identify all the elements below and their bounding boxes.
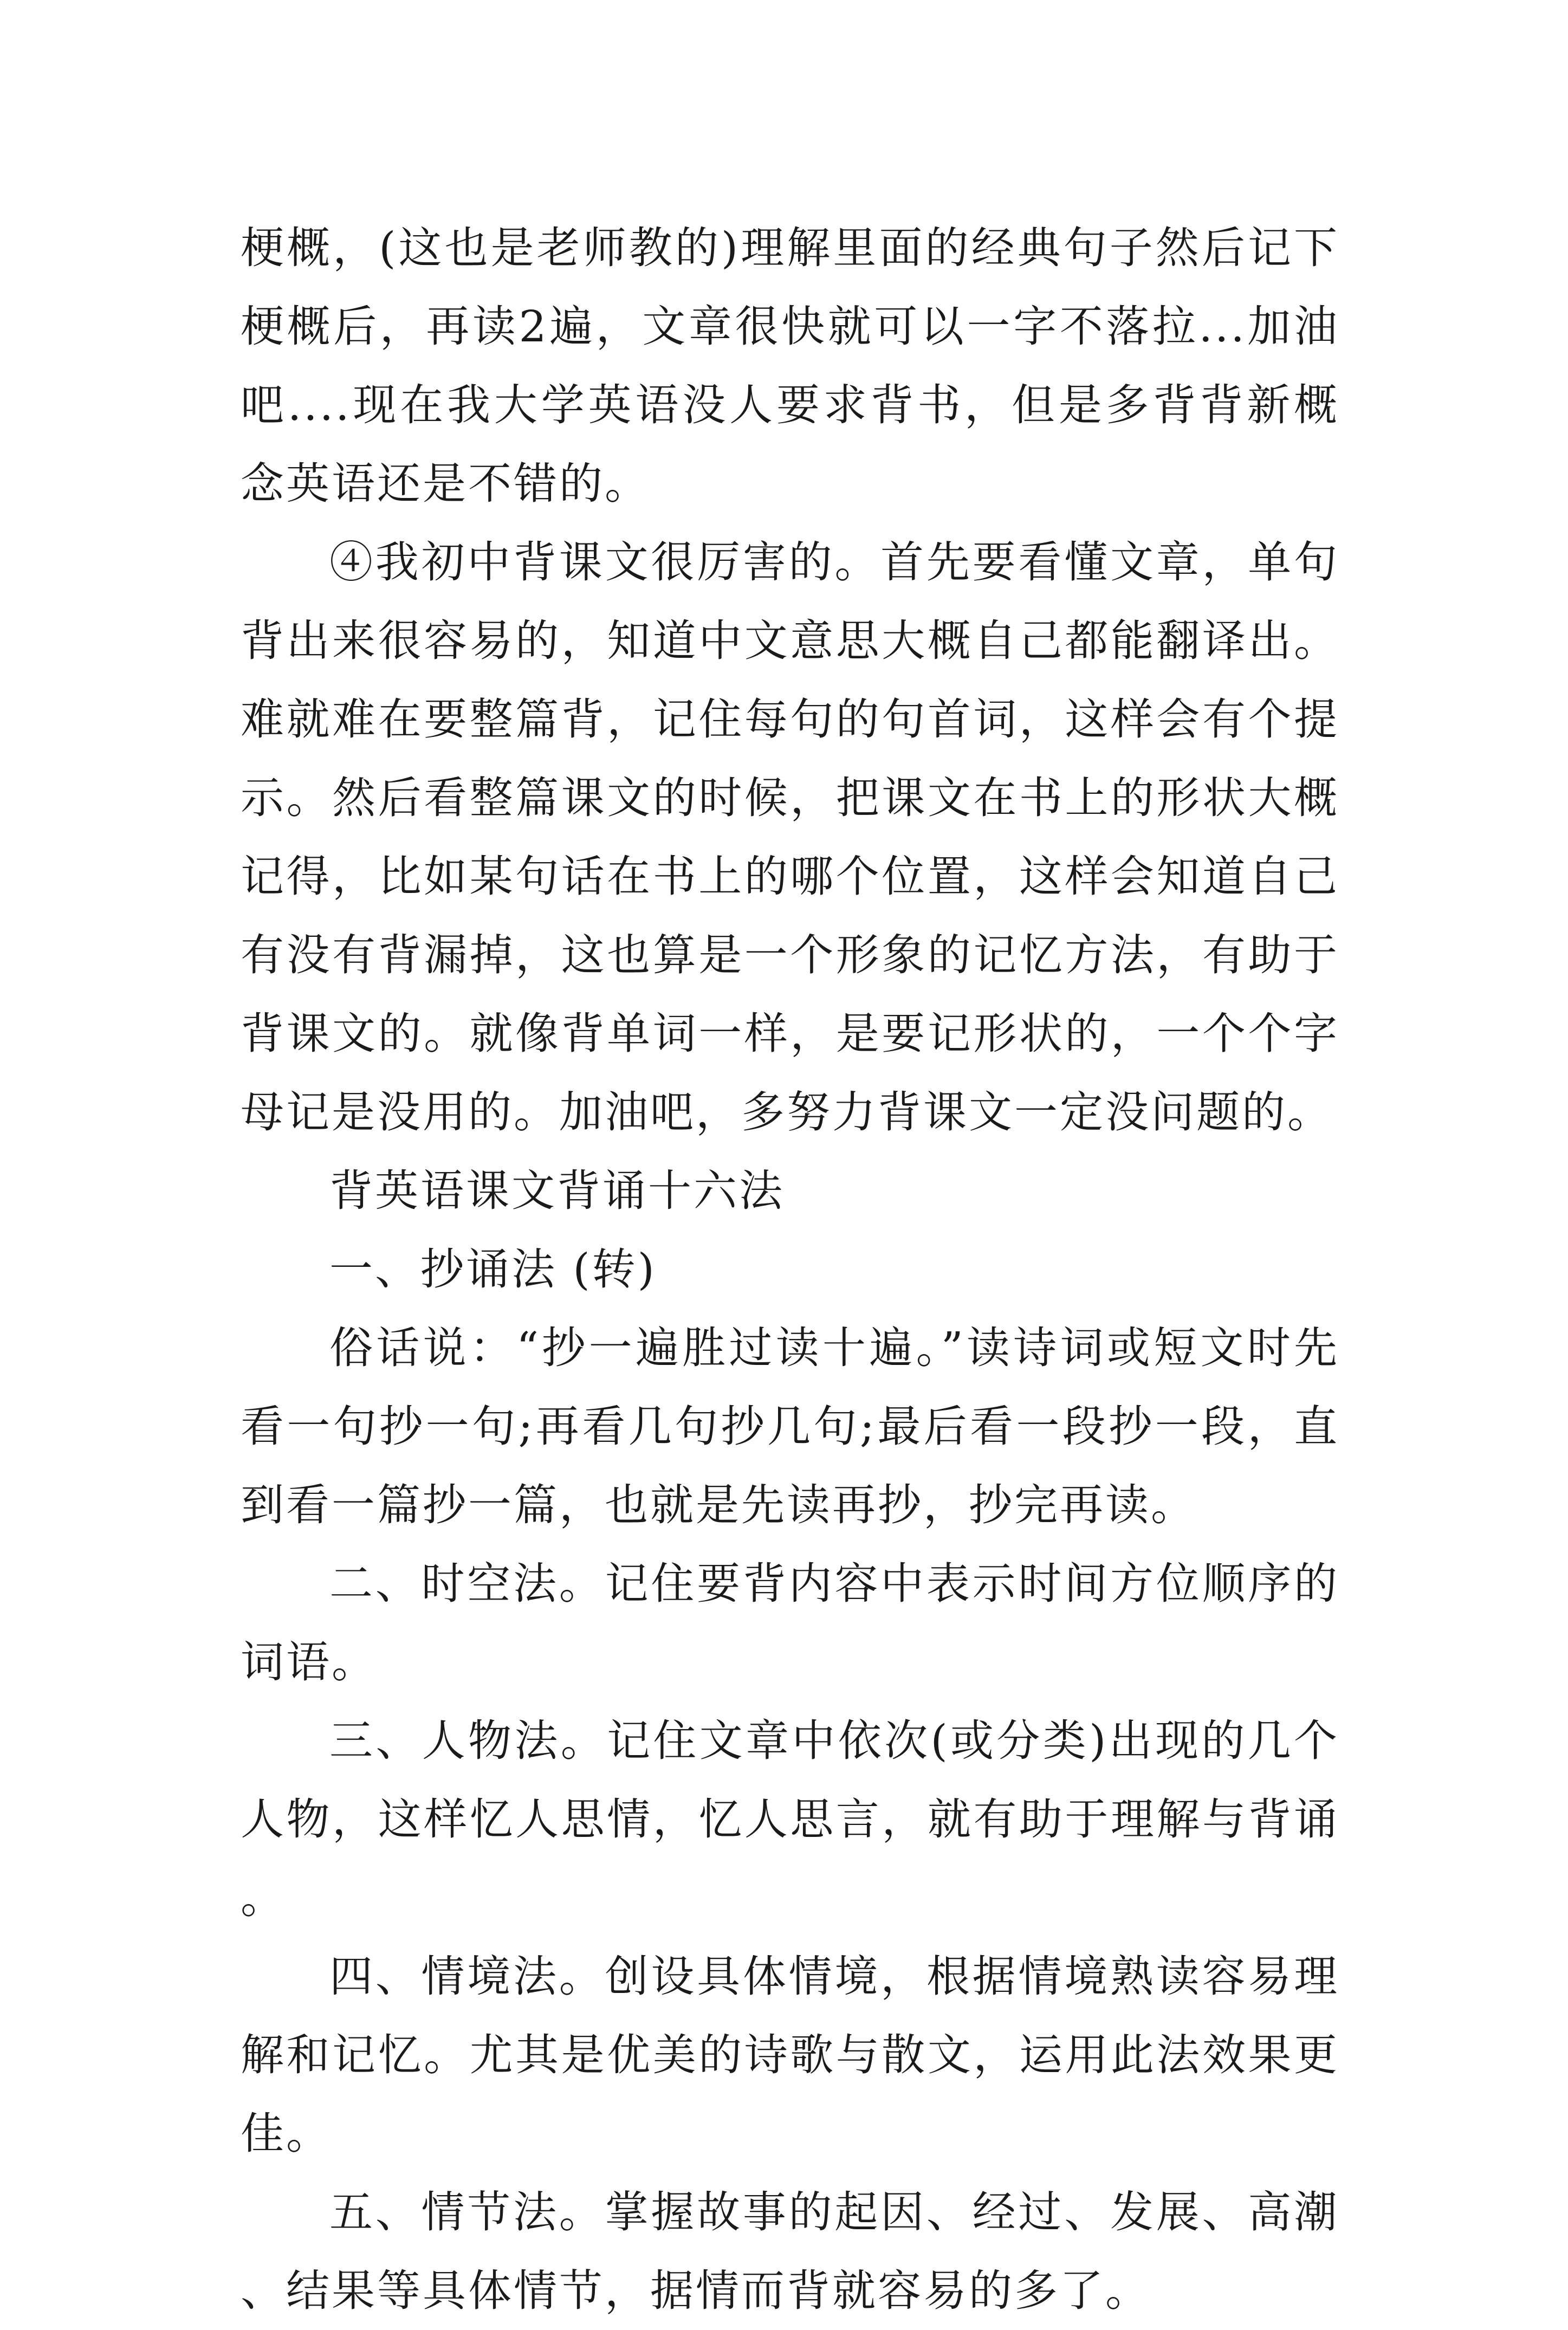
- method-1-description: 俗话说：“抄一遍胜过读十遍。”读诗词或短文时先看一句抄一句;再看几句抄几句;最后看一段抄一段，直到看一篇抄一篇，也就是先读再抄，抄完再读。: [241, 1323, 1339, 1530]
- paragraph-continuation: 梗概，(这也是老师教的)理解里面的经典句子然后记下梗概后，再读2遍，文章很快就可以一字不落拉...加油吧....现在我大学英语没人要求背书，但是多背背新概念英语还是不错的。: [241, 223, 1339, 509]
- method-5: 五、情节法。掌握故事的起因、经过、发展、高潮、结果等具体情节，据情而背就容易的多了。: [241, 2187, 1339, 2316]
- method-2: 二、时空法。记住要背内容中表示时间方位顺序的词语。: [241, 1558, 1339, 1687]
- method-heading-1: 一、抄诵法 (转): [329, 1244, 657, 1295]
- document-body: [241, 209, 1339, 2330]
- paragraph-tip-4: ④我初中背课文很厉害的。首先要看懂文章，单句背出来很容易的，知道中文意思大概自己都能翻译出。难就难在要整篇背，记住每句的句首词，这样会有个提示。然后看整篇课文的时候，把课文在书上的形状大概记得，比如某句话在书上的哪个位置，这样会知道自己有没有背漏掉，这也算是一个形象的记忆方法，有助于背课文的。就像背单词一样，是要记形状的，一个个字母记是没用的。加油吧，多努力背课文一定没问题的。: [241, 537, 1339, 1137]
- method-3: 三、人物法。记住文章中依次(或分类)出现的几个人物，这样忆人思情，忆人思言，就有助于理解与背诵。: [241, 1716, 1339, 1923]
- method-4: 四、情境法。创设具体情境，根据情境熟读容易理解和记忆。尤其是优美的诗歌与散文，运用此法效果更佳。: [241, 1951, 1339, 2159]
- section-heading: 背英语课文背诵十六法: [329, 1166, 785, 1216]
